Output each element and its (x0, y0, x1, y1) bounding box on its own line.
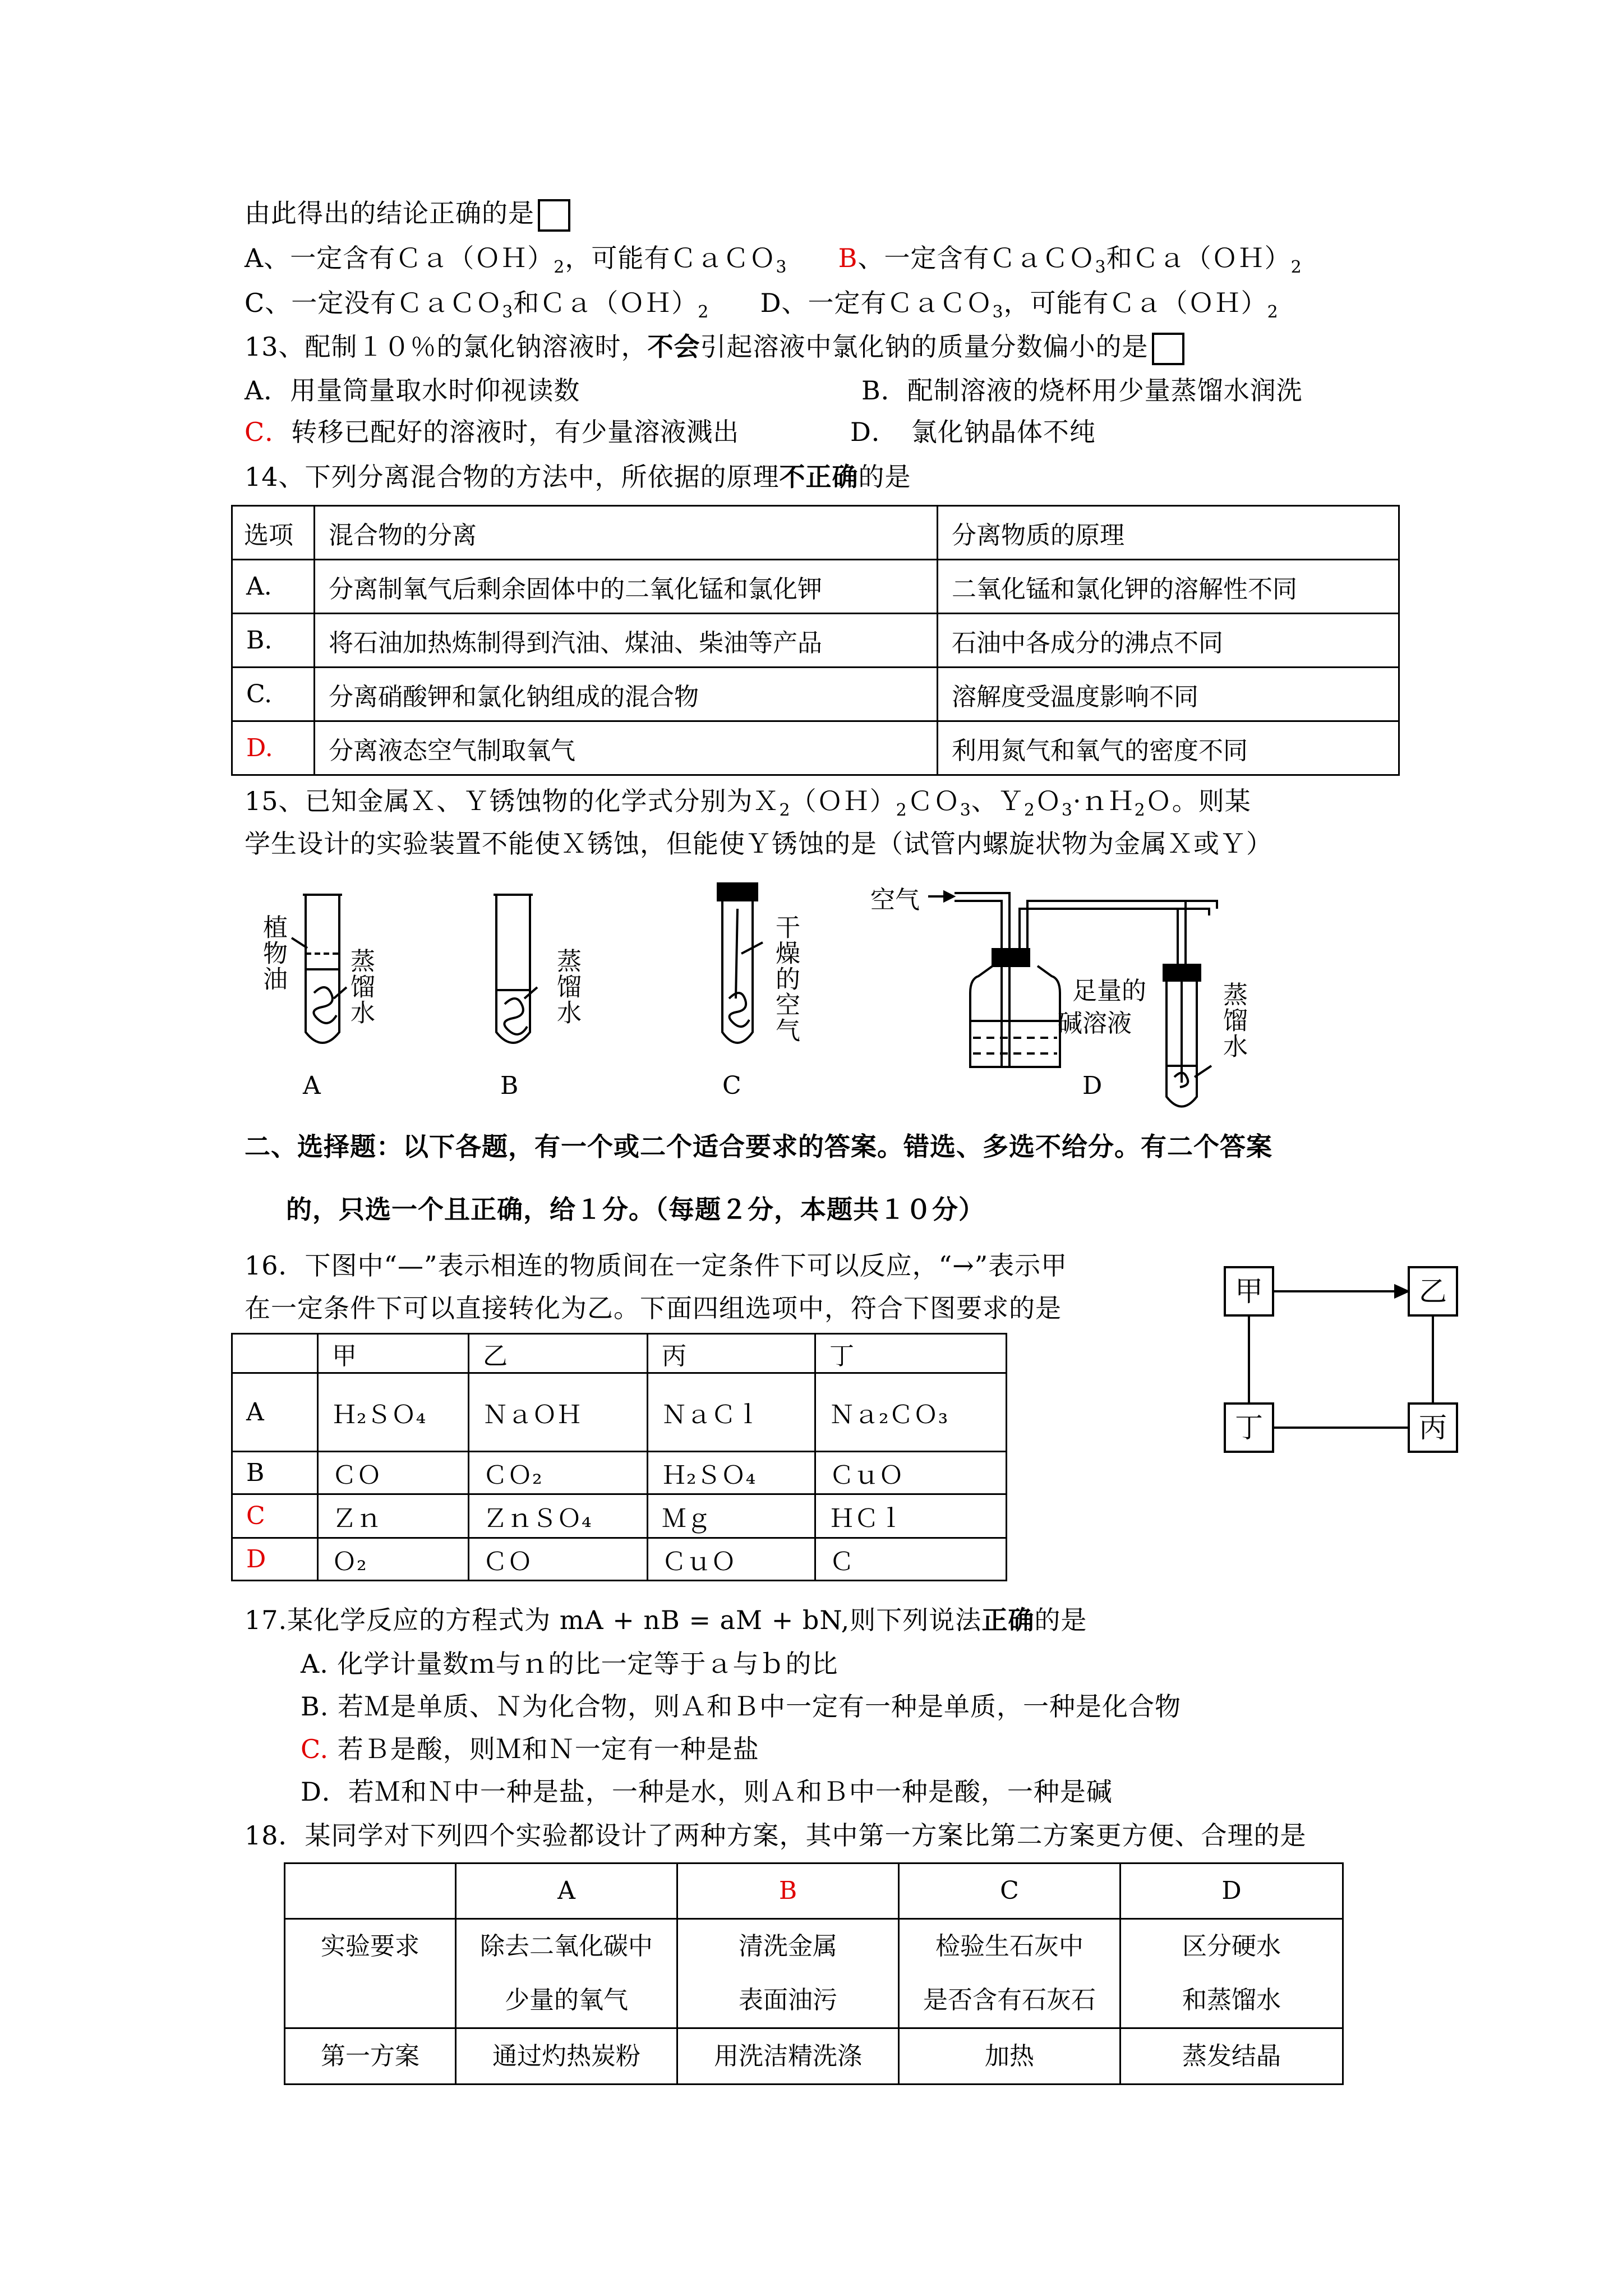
q13-option-c: C．转移已配好的溶液时，有少量溶液溅出 (245, 417, 740, 447)
node-bing: 丙 (1408, 1402, 1458, 1453)
node-ding: 丁 (1224, 1402, 1274, 1453)
q16-table: 甲 乙 丙 丁 A Ｈ₂ＳＯ₄ ＮａＯＨ ＮａＣｌ Ｎａ₂ＣＯ₃ B ＣＯ ＣＯ₂ Ｈ₂ＳＯ₄ ＣｕＯ C Ｚｎ ＺｎＳＯ₄ Ｍｇ ＨＣｌ D Ｏ₂ ＣＯ ＣｕＯ Ｃ (231, 1333, 1007, 1581)
test-tube-c (718, 884, 763, 1043)
q14-table: 选项 混合物的分离 分离物质的原理 A. 分离制氧气后剩余固体中的二氧化锰和氯化钾 二氧化锰和氯化钾的溶解性不同 B. 将石油加热炼制得到汽油、煤油、柴油等产品 石油中各成分的沸点不同 C. 分离硝酸钾和氯化钠组成的混合物 溶解度受温度影响不同 D. 分离液态空气制取氧气 利用氮气和氧气的密度不同 (231, 505, 1400, 776)
q16-line1: 16．下图中“—”表示相连的物质间在一定条件下可以反应，“→”表示甲 (245, 1250, 1068, 1281)
q15-stem-line1: 15、已知金属Ｘ、Ｙ锈蚀物的化学式分别为$X_2(OH)_2CO_3$、Ｙ$_2$Ｏ$_3$·ｎＨ$_2$Ｏ。则某 (245, 786, 1251, 820)
q12-line-ab: A、一定含有$Ca(OH)_2$，可能有ＣａＣＯ$_3$ B、一定含有ＣａＣＯ$_3$和$Ca(OH)_2$ (245, 243, 1302, 277)
caption-a: A (303, 1071, 321, 1100)
label-distilled-water-d: 蒸馏水 (1219, 982, 1247, 1059)
caption-b: B (500, 1071, 519, 1100)
label-dry-air: 干燥的空气 (771, 914, 800, 1043)
caption-d: D (1082, 1071, 1103, 1100)
q16-line2: 在一定条件下可以直接转化为乙。下面四组选项中，符合下图要求的是 (245, 1293, 1062, 1323)
label-alkali-2: 碱溶液 (1058, 1009, 1132, 1038)
q13-option-d: D． 氯化钠晶体不纯 (850, 417, 1096, 447)
section2-line1: 二、选择题：以下各题，有一个或二个适合要求的答案。错选、多选不给分。有二个答案 (245, 1131, 1272, 1162)
q15-stem-line2: 学生设计的实验装置不能使Ｘ锈蚀，但能使Ｙ锈蚀的是（试管内螺旋状物为金属Ｘ或Ｙ） (245, 829, 1272, 859)
node-jia: 甲 (1224, 1266, 1274, 1317)
q17-option-a: A. 化学计量数ｍ与ｎ的比一定等于ａ与ｂ的比 (301, 1649, 838, 1679)
q12-conclusion: 由此得出的结论正确的是 (245, 197, 570, 232)
q17-option-d: D．若Ｍ和Ｎ中一种是盐，一种是水，则Ａ和Ｂ中一种是酸，一种是碱 (301, 1777, 1113, 1807)
label-distilled-water-a: 蒸馏水 (346, 948, 375, 1025)
q13-option-b: B．配制溶液的烧杯用少量蒸馏水润洗 (861, 375, 1303, 406)
label-distilled-water-b: 蒸馏水 (552, 948, 581, 1025)
q18-table: A B C D 实验要求 除去二氧化碳中 少量的氧气 清洗金属 表面油污 检验生石灰中 是否含有石灰石 区分硬水 和蒸馏水 第一方案 通过灼热炭粉 用洗洁精洗涤 加热 蒸发结晶 (284, 1862, 1344, 2085)
q13-stem: 13、配制１０％的氯化钠溶液时，不会引起溶液中氯化钠的质量分数偏小的是 (245, 331, 1184, 365)
q17-stem: 17.某化学反应的方程式为 mA + nB = aM + bN,则下列说法正确的是 (245, 1605, 1087, 1635)
q13-option-a: A．用量筒量取水时仰视读数 (245, 375, 580, 406)
label-air: 空气 (870, 886, 920, 914)
q12-line-cd: C、一定没有ＣａＣＯ$_3$和$Ca(OH)_2$ D、一定有ＣａＣＯ$_3$，可能有$Ca(OH)_2$ (245, 288, 1279, 322)
caption-c: C (722, 1071, 741, 1100)
q18-stem: 18．某同学对下列四个实验都设计了两种方案，其中第一方案比第二方案更方便、合理的是 (245, 1820, 1307, 1851)
test-tube-b (494, 895, 537, 1043)
q17-option-b: B. 若Ｍ是单质、Ｎ为化合物，则Ａ和Ｂ中一定有一种是单质，一种是化合物 (301, 1691, 1182, 1722)
answer-box[interactable] (538, 199, 570, 232)
answer-box[interactable] (1152, 333, 1184, 365)
q14-stem: 14、下列分离混合物的方法中，所依据的原理不正确的是 (245, 462, 911, 492)
label-alkali-1: 足量的 (1072, 977, 1146, 1005)
test-tube-a (292, 895, 347, 1043)
label-vegetable-oil: 植物油 (259, 914, 287, 992)
section2-line2: 的，只选一个且正确，给１分。（每题２分，本题共１０分） (286, 1194, 985, 1225)
q17-option-c: C. 若Ｂ是酸，则Ｍ和Ｎ一定有一种是盐 (301, 1734, 759, 1764)
node-yi: 乙 (1408, 1266, 1458, 1317)
